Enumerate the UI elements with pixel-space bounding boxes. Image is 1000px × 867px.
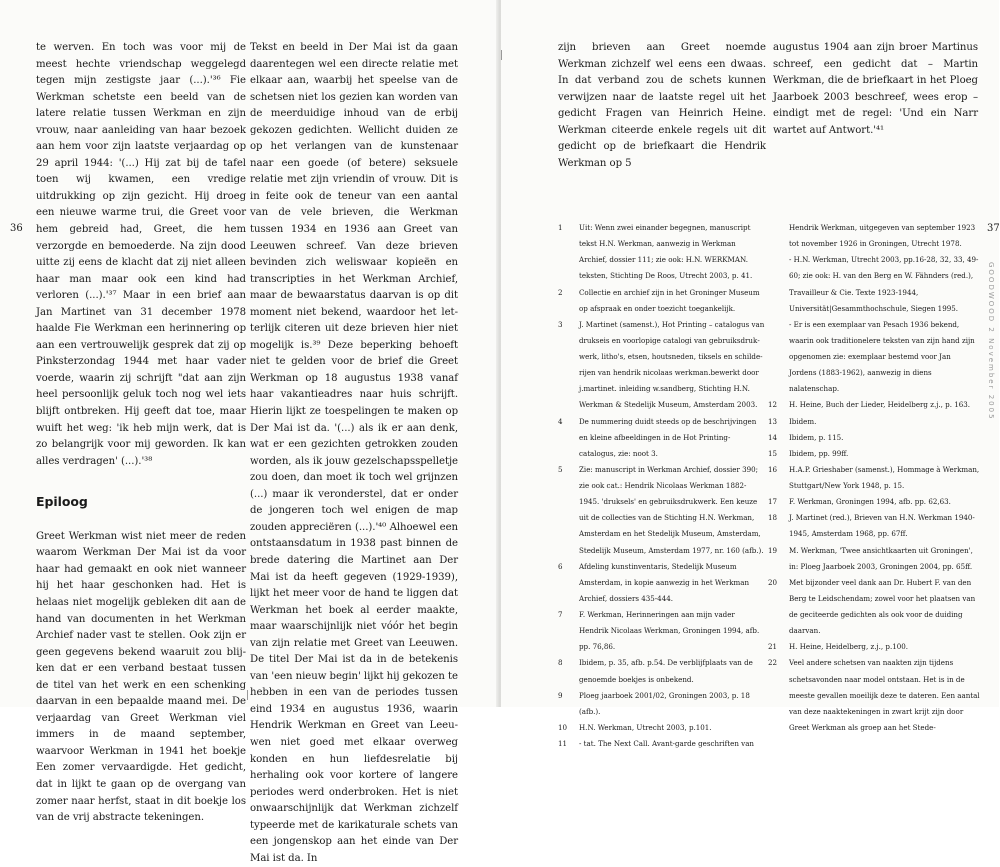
footnote-text: Afdeling kunstinventaris, Stedelijk Museum Amsterdam, in kopie aanwezig in het Werkman Archief, dossiers 435-444. <box>579 561 750 603</box>
footnote-number: 21 <box>768 642 778 652</box>
right-column-2-top <box>773 40 978 139</box>
footnote-sub-2: - Er is een exemplaar van Pesach 1936 bekend, waarin ook traditionelere teksten van zijn hand zijn opgenomen zie: exemplaar bestemd voor Jan Jordens (1883-1962), aanwezig in diens nalatenschap. <box>789 319 975 394</box>
footnote <box>768 446 980 462</box>
footnote-number: 1 <box>558 223 563 232</box>
page-number-right: 37 <box>987 223 1000 234</box>
footnote <box>558 736 766 752</box>
paragraph-intro: te werven. En toch was voor mij de meest hechte vriendschap weggelegd tegen mijn zestigste jaar (...).'³⁶ Fie Werkman schetste een beeld van de latere relatie tussen Werkman en zijn vrouw, naar aanleiding van haar bezoek aan hem voor zijn laatste verjaardag op 29 april 1944: '(...) Hij zat bij de tafel toen wij kwamen, een vredige uitdrukking op zijn gezicht. Hij droeg een nieuwe warme trui, die Greet voor hem gebreid had, Greet, die hem verzorgde en bemoederde. Na zijn dood uitte zij eens de klacht dat zij niet alleen haar man maar ook een kind had verloren (...).'³⁷ Maar in een brief aan Jan Martinet van 31 december 1978 haalde Fie Werkman een herinnering op aan een vertrouwelijk gesprek dat zij op Pinksterzondag 1944 met haar vader voerde, waarin zij schrijft "dat aan zijn heel persoonlijk geluk toch nog wel iets blijft ontbreken. Hij geeft dat toe, maar wuift het weg: 'ik heb mijn werk, dat is zo belangrijk voor mij geworden. Ik kan alles verdragen' (...).'³⁸ <box>36 42 246 467</box>
crop-mark <box>501 50 502 60</box>
footnote-number: 5 <box>558 464 563 474</box>
footnote <box>558 655 766 687</box>
footnote-number: 20 <box>768 577 778 587</box>
footnote-text: Ibidem, pp. 99ff. <box>789 448 849 458</box>
footnote <box>558 688 766 720</box>
footnote-number: 13 <box>768 416 778 426</box>
footnote-text: De nummering duidt steeds op de beschrijvingen en kleine afbeeldingen in de Hot Printing-catalogus, zie: noot 3. <box>579 416 757 458</box>
footnote-number: 9 <box>558 690 563 700</box>
footnote-text: Collectie en archief zijn in het Groninger Museum op afspraak en onder toezicht toegankelijk. <box>579 287 760 313</box>
footnote-number: 6 <box>558 561 563 571</box>
footnote-text: M. Werkman, 'Twee ansichtkaarten uit Groningen', in: Ploeg Jaarboek 2003, Groningen 2004, pp. 65ff. <box>789 545 973 571</box>
page-number-left: 36 <box>10 223 23 234</box>
footnote <box>558 462 766 559</box>
footnote <box>558 317 766 414</box>
footnote-number: 2 <box>558 287 563 297</box>
footnote <box>558 720 766 736</box>
footnote-number: 14 <box>768 432 778 442</box>
footnote-text: J. Martinet (samenst.), Hot Printing – catalogus van drukseis en voorlopige catalogi van gebruiksdrukwerk, litho's, etsen, houtsneden, tiksels en schilderijen van hendrik nicolaas werkman.bewerkt door j.martinet. inleiding w.sandberg, Stichting H.N. Werkman & Stedelijk Museum, Amsterdam 2003. <box>579 319 765 410</box>
footnote-number: 3 <box>558 319 563 329</box>
footnote <box>768 494 980 510</box>
footnote-text: Ibidem. <box>789 416 817 426</box>
paragraph-continued: zijn brieven aan Greet noemde Werkman zichzelf wel eens een dwaas. In dat verband zou de schets kunnen verwijzen naar de laatste regel uit het gedicht Fragen van Heinrich Heine. Werkman citeerde enkele regels uit dit gedicht op de briefkaart die Hendrik Werkman op 5 <box>558 42 766 169</box>
footnote-text: Ibidem, p. 115. <box>789 432 844 442</box>
section-heading-epiloog: Epiloog <box>36 494 88 510</box>
footnote-text: J. Martinet (red.), Brieven van H.N. Werkman 1940-1945, Amsterdam 1968, pp. 67ff. <box>789 513 975 539</box>
footnote-text: H.N. Werkman, Utrecht 2003, p.101. <box>579 722 712 732</box>
footnote <box>768 543 980 575</box>
footnote-text: Ploeg jaarboek 2001/02, Groningen 2003, p. 18 (afb.). <box>579 690 750 716</box>
footnote-text: H.A.P. Grieshaber (samenst.), Hommage à Werkman, Stuttgart/New York 1948, p. 15. <box>789 464 980 490</box>
footnote-text: Met bijzonder veel dank aan Dr. Hubert F. van den Berg te Leidschendam; zowel voor het plaatsen van de geciteerde gedichten als ook voor de duiding daarvan. <box>789 577 976 636</box>
footnote-number: 4 <box>558 416 563 426</box>
footnote-sub-1: - H.N. Werkman, Utrecht 2003, pp.16-28, 32, 33, 49-60; zie ook: H. van den Berg en W. Fähnders (red.), Travailleur & Cie. Texte 1923-1944, Universität|Gesammthochschule, Siegen 1995. <box>789 255 979 313</box>
footnote-continuation: Hendrik Werkman, uitgegeven van september 1923 tot november 1926 in Groningen, Utrecht 1978. <box>789 223 976 249</box>
right-page <box>501 0 1000 748</box>
footnote-text: Uit: Wenn zwei einander begegnen, manuscript tekst H.N. Werkman, aanwezig in Werkman Archief, dossier 111; zie ook: H.N. WERKMAN. teksten, Stichting De Roos, Utrecht 2003, p. 41. <box>579 223 753 281</box>
left-column-1 <box>36 40 246 827</box>
footnote-number: 8 <box>558 658 563 668</box>
footnote <box>768 414 980 430</box>
footnote <box>768 655 980 736</box>
footnote-number: 18 <box>768 513 778 523</box>
footnote <box>768 397 980 413</box>
footnote-number: 15 <box>768 448 778 458</box>
footnote <box>768 510 980 542</box>
footnote <box>558 559 766 607</box>
footnote-number: 17 <box>768 497 778 507</box>
footnote-text: F. Werkman, Groningen 1994, afb. pp. 62,63. <box>789 497 951 507</box>
footnote <box>558 285 766 317</box>
paragraph-main: Tekst en beeld in Der Mai ist da gaan daarentegen wel een directe relatie met elkaar aan, waarbij het speelse van de schetsen niet los gezien kan worden van de meerduidige inhoud van de erbij gekozen gedichten. Wellicht duiden ze op het verlangen van de kunstenaar naar een goede (of betere) seksuele relatie met zijn vriendin of vrouw. Dit is in feite ook de teneur van een aantal van de vele brieven, die Werkman tussen 1934 en 1936 aan Greet van Leeuwen schreef. Van deze brieven bevinden zich weliswaar kopieën en transcripties in het Werkman Archief, maar de bewaarstatus daarvan is op dit moment niet bekend, waardoor het letterlijk citeren uit deze brieven hier niet mogelijk is.³⁹ Deze beperking behoeft niet te gelden voor de brief die Greet Werkman op 18 augustus 1938 vanaf haar vakantieadres naar huis schrijft. Hierin lijkt ze toespelingen te maken op Der Mai ist da. '(...) als ik er aan denk, wat er een gezichten getrokken zouden worden, als ik jouw gezelschapsspelletje zou doen, dan moet ik toch wel grijnzen (...) maar ik veronderstel, dat er onder de jongeren toch wel enigen de map zouden appreciëren (...).'⁴⁰ Alhoewel een ontstaansdatum in 1938 past binnen de brede datering die Martinet aan Der Mai ist da heeft gegeven (1929-1939), lijkt het meer voor de hand te liggen dat Werkman het boek al eerder maakte, maar waarschijnlijk niet vóór het begin van zijn relatie met Greet van Leeuwen. De titel Der Mai ist da in de betekenis van 'een nieuw begin' lijkt hij gekozen te hebben in een van de periodes tussen eind 1934 en augustus 1936, waarin Hendrik Werkman en Greet van Leeuwen niet goed met elkaar overweg konden en hun liefdesrelatie bij herhaling ook voor kortere of langere periodes werd onderbroken. Het is niet onwaarschijnlijk dat Werkman zichzelf typeerde met de karikaturale schets van een jongenskop aan het einde van Der Mai ist da. In <box>250 42 458 864</box>
footnote <box>558 607 766 655</box>
footnote-text: Zie: manuscript in Werkman Archief, dossier 390; zie ook cat.: Hendrik Nicolaas Werkman 1882-1945. 'druksels' en gebruiksdrukwerk. Een keuze uit de collecties van de Stichting H.N. Werkman, Amsterdam en het Stedelijk Museum, Amsterdam, Stedelijk Museum, Amsterdam 1977, nr. 160 (afb.). <box>579 464 764 555</box>
footnote-text: Ibidem, p. 35, afb. p.54. De verblijfplaats van de genoemde boekjes is onbekend. <box>579 658 753 684</box>
footnote-text: - tat. The Next Call. Avant-garde geschriften van <box>579 739 754 748</box>
footnote-text: F. Werkman, Herinneringen aan mijn vader Hendrik Nicolaas Werkman, Groningen 1994, afb. pp. 76,86. <box>579 610 760 652</box>
footnote <box>768 639 980 655</box>
footnote <box>768 462 980 494</box>
footnote-number: 10 <box>558 722 568 732</box>
crop-mark <box>247 690 248 700</box>
footnotes-left <box>558 220 766 752</box>
footnote-number: 16 <box>768 464 778 474</box>
right-column-1-top <box>558 40 766 172</box>
footnote <box>768 430 980 446</box>
footnote <box>558 414 766 462</box>
left-page <box>0 0 498 864</box>
footnote <box>558 220 766 285</box>
left-column-2 <box>250 40 458 867</box>
footnote-number: 12 <box>768 400 778 410</box>
footnote-number: 11 <box>558 739 568 748</box>
paragraph-heine: augustus 1904 aan zijn broer Martinus schreef, een gedicht dat – Martin Werkman, die de briefkaart in het Ploeg Jaarboek 2003 beschreef, wees erop – eindigt met de regel: 'Und ein Narr wartet auf Antwort.'⁴¹ <box>773 42 978 136</box>
footnotes-right <box>768 220 980 736</box>
footnote-text: H. Heine, Buch der Lieder, Heidelberg z.j., p. 163. <box>789 400 971 410</box>
footnote-text: Veel andere schetsen van naakten zijn tijdens schetsavonden naar model ontstaan. Het is in de meeste gevallen moeilijk deze te dateren. Een aantal van deze naaktekeningen in zwart krijt zijn door Greet Werkman als groep aan het Stede- <box>789 658 980 732</box>
footnote-text: H. Heine, Heidelberg, z.j., p.100. <box>789 642 909 652</box>
paragraph-epiloog: Greet Werkman wist niet meer de reden waarom Werkman Der Mai ist da voor haar had gemaakt en ook niet wanneer hij het haar geschonken had. Het is helaas niet mogelijk gebleken dit aan de hand van documenten in het Werkman Archief nader vast te stellen. Ook zijn er geen gegevens bekend waaruit zou blijken dat er een verband bestaat tussen de titel van het werk en een schenking daarvan in een bepaalde maand mei. De verjaardag van Greet Werkman viel immers in de maand september, waarvoor Werkman in 1941 het boekje Een zomer vervaardigde. Het gedicht, dat in lijkt te gaan op de overgang van zomer naar herfst, staat in dit boekje los van de vrij abstracte tekeningen. <box>36 530 246 824</box>
footnote-number: 22 <box>768 658 778 668</box>
footnote <box>768 575 980 640</box>
footnote-number: 19 <box>768 545 778 555</box>
footnote-number: 7 <box>558 610 563 619</box>
side-label: GOODWOOD 2 November 2005 <box>987 262 995 421</box>
